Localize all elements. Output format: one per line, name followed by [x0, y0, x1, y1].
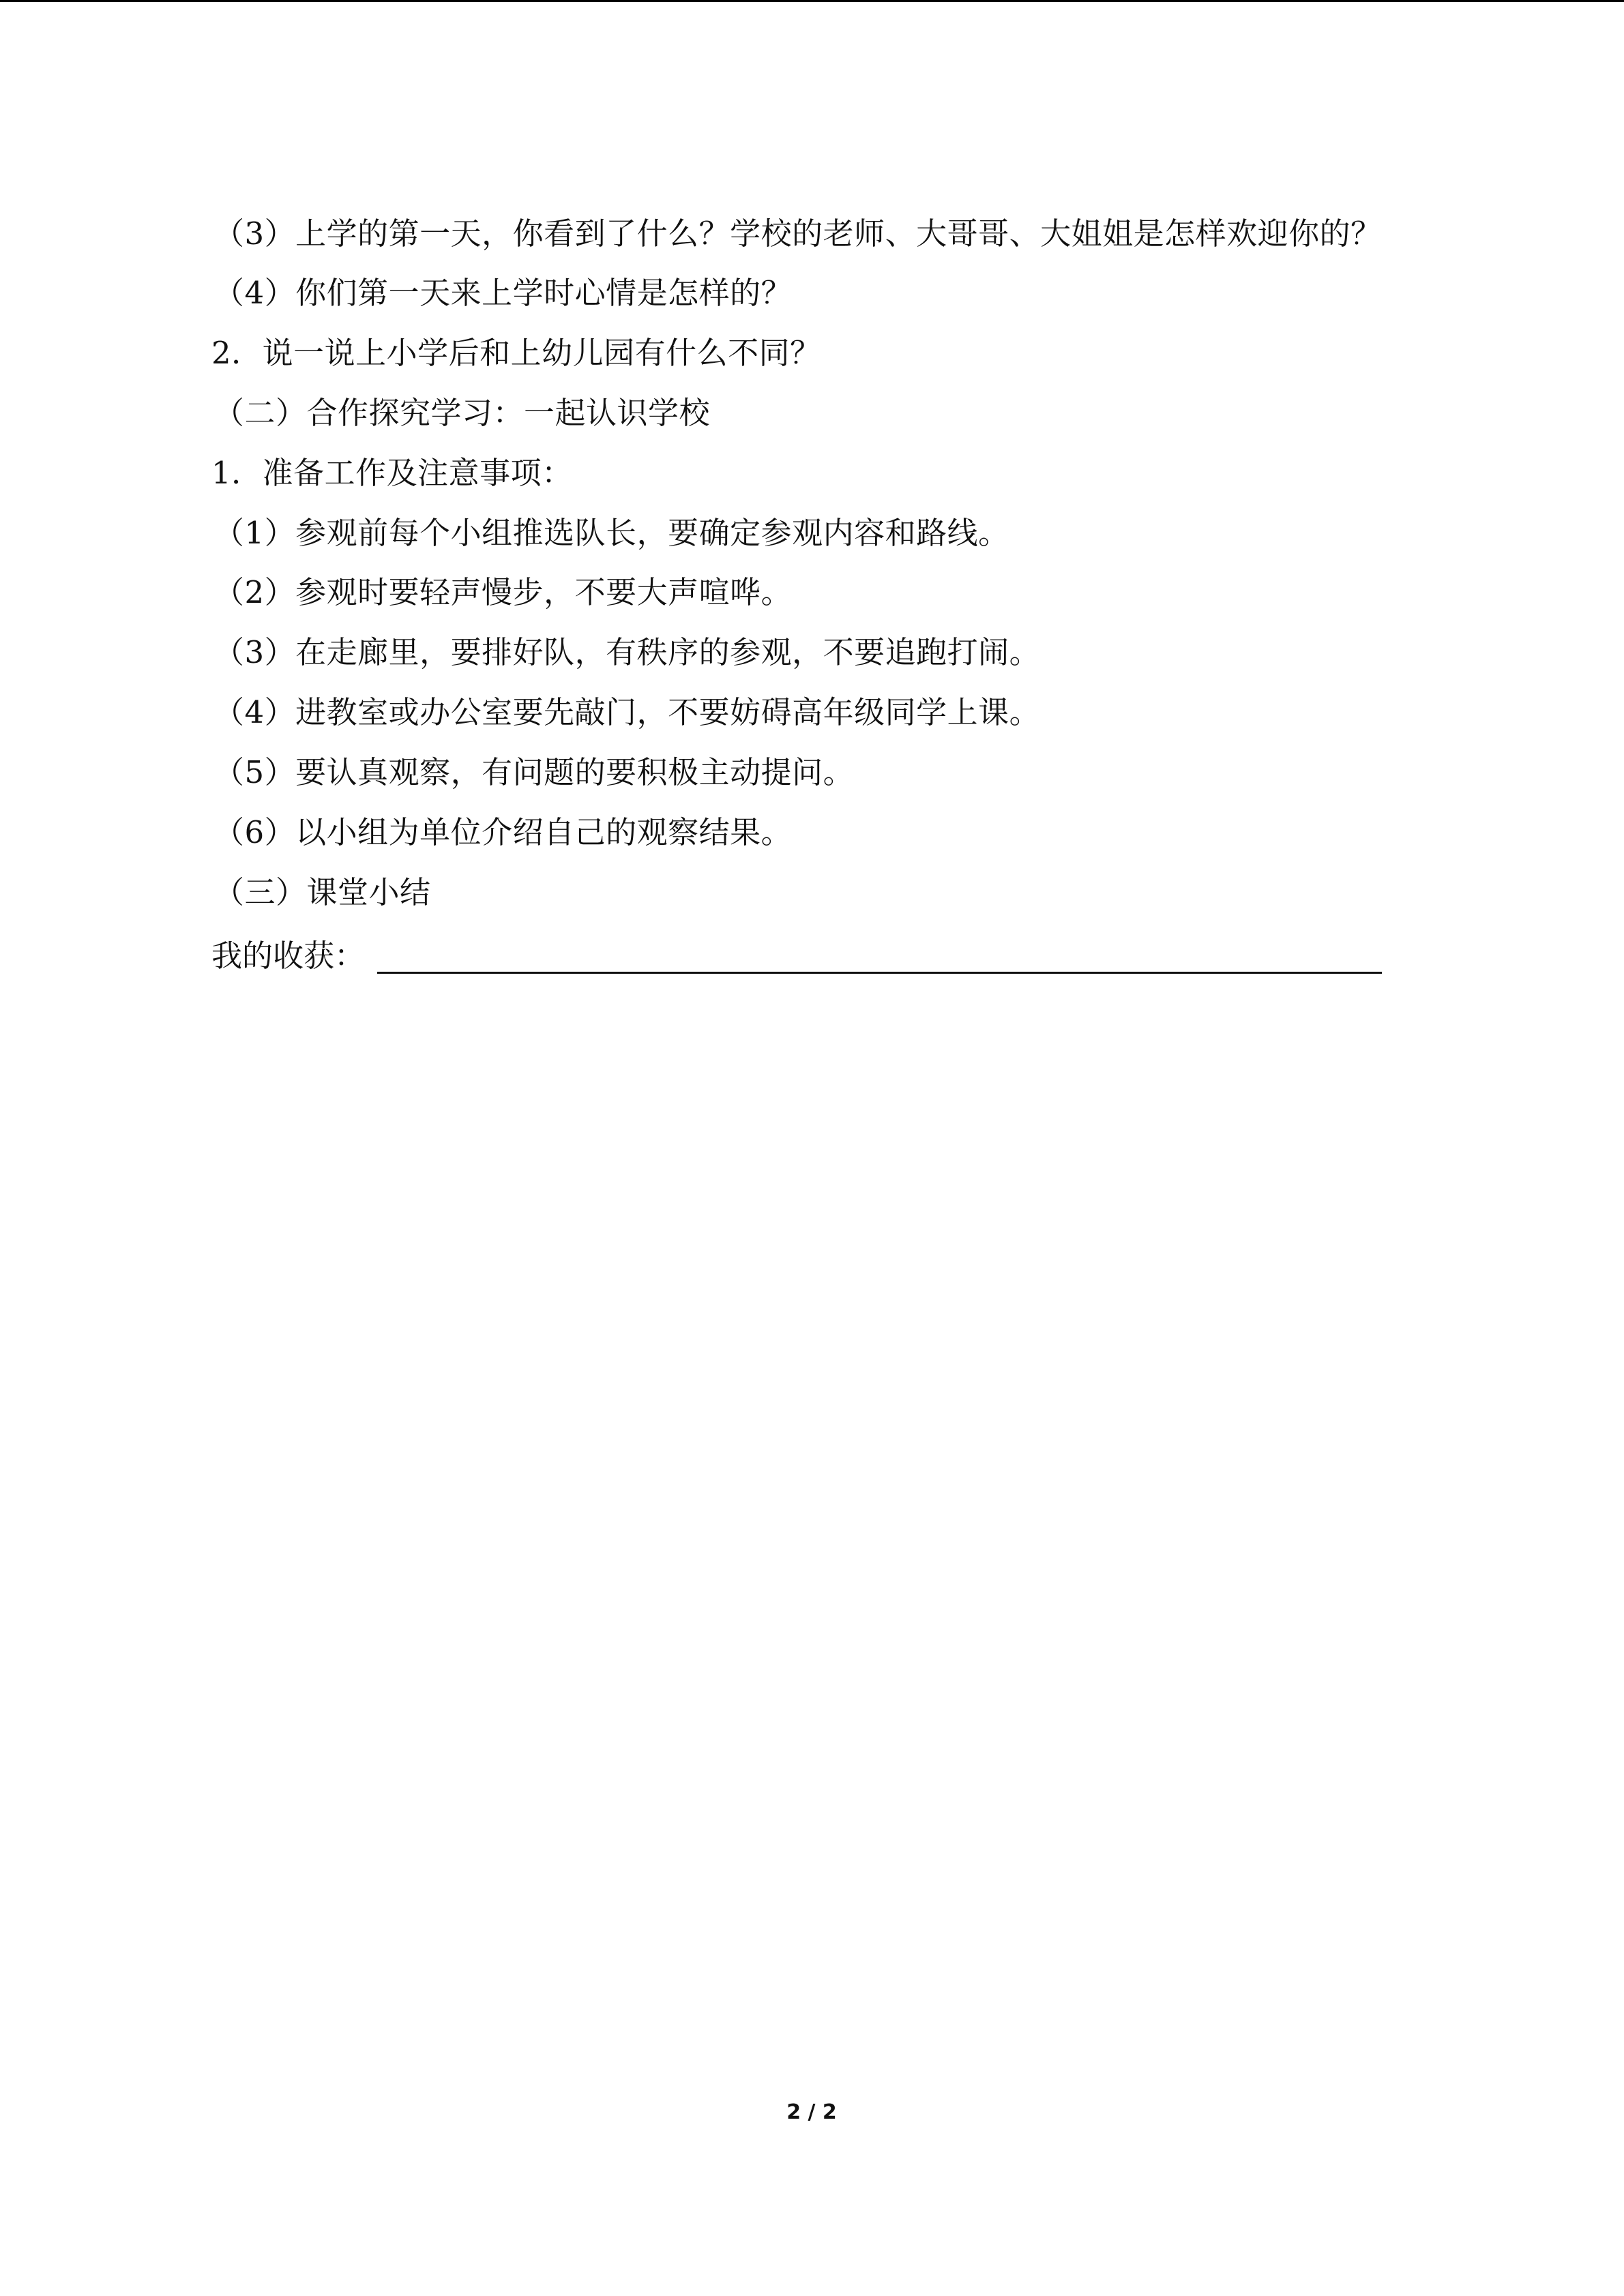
section-3-heading: （三）课堂小结 — [213, 874, 431, 910]
page-top-border — [0, 0, 1624, 2]
item-2-compare-kindergarten: 2．说一说上小学后和上幼儿园有什么不同？ — [211, 335, 821, 371]
rule-4-knock-door: （4）进教室或办公室要先敲门，不要妨碍高年级同学上课。 — [213, 694, 1041, 730]
item-1-preparation: 1．准备工作及注意事项： — [211, 455, 573, 491]
rule-2-walk-quietly: （2）参观时要轻声慢步，不要大声喧哗。 — [213, 574, 793, 610]
rule-1-choose-leader: （1）参观前每个小组推选队长，要确定参观内容和路线。 — [213, 515, 1009, 551]
question-4-feelings: （4）你们第一天来上学时心情是怎样的？ — [213, 275, 793, 311]
question-3-first-day: （3）上学的第一天，你看到了什么？学校的老师、大哥哥、大姐姐是怎样欢迎你的？ — [213, 215, 1382, 252]
section-2-heading: （二）合作探究学习：一起认识学校 — [213, 395, 711, 431]
harvest-label: 我的收获： — [211, 938, 366, 974]
rule-5-observe-ask: （5）要认真观察，有问题的要积极主动提问。 — [213, 754, 855, 790]
harvest-answer-blank[interactable] — [377, 972, 1382, 974]
rule-6-present-results: （6）以小组为单位介绍自己的观察结果。 — [213, 814, 793, 850]
harvest-answer-row — [211, 936, 1385, 976]
page-number: 2 / 2 — [786, 2100, 837, 2124]
rule-3-line-up: （3）在走廊里，要排好队，有秩序的参观，不要追跑打闹。 — [213, 634, 1041, 670]
